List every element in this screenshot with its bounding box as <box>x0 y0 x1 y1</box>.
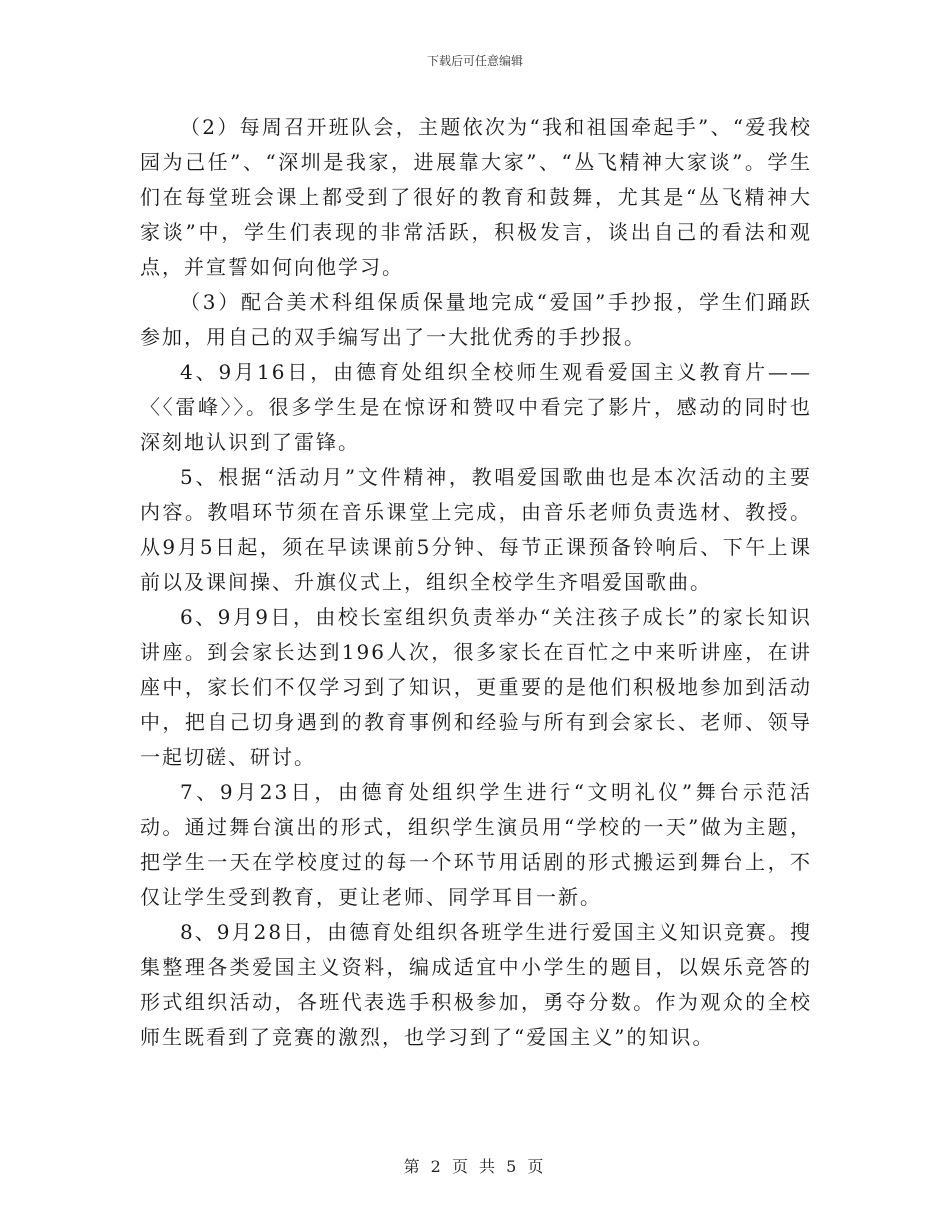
paragraph-patriotic-songs: 5、根据“活动月”文件精神，教唱爱国歌曲也是本次活动的主要内容。教唱环节须在音乐课堂上完成，由音乐老师负责选材、教授。从9月5日起，须在早读课前5分钟、每节正课预备铃响后、下午上课前以及课间操、升旗仪式上，组织全校学生齐唱爱国歌曲。 <box>140 465 812 594</box>
paragraph-parent-lecture: 6、9月9日，由校长室组织负责举办“关注孩子成长”的家长知识讲座。到会家长达到196人次，很多家长在百忙之中来听讲座，在讲座中，家长们不仅学习到了知识，更重要的是他们积极地参加到活动中，把自己切身遇到的教育事例和经验与所有到会家长、老师、领导一起切磋、研讨。 <box>140 605 812 769</box>
page-number: 第 2 页 共 5 页 <box>403 1157 547 1176</box>
paragraph-etiquette-stage: 7、9月23日，由德育处组织学生进行“文明礼仪”舞台示范活动。通过舞台演出的形式，组织学生演员用“学校的一天”做为主题，把学生一天在学校度过的每一个环节用话剧的形式搬运到舞台上，不仅让学生受到教育，更让老师、同学耳目一新。 <box>140 780 812 909</box>
paragraph-class-meetings: （2）每周召开班队会，主题依次为“我和祖国牵起手”、“爱我校园为己任”、“深圳是我家，进展靠大家”、“丛飞精神大家谈”。学生们在每堂班会课上都受到了很好的教育和鼓舞，尤其是“丛飞精神大家谈”中，学生们表现的非常活跃，积极发言，谈出自己的看法和观点，并宣誓如何向他学习。 <box>140 115 812 279</box>
paragraph-film-viewing: 4、9月16日，由德育处组织全校师生观看爱国主义教育片——〈〈雷峰〉〉。很多学生是在惊讶和赞叹中看完了影片，感动的同时也深刻地认识到了雷锋。 <box>140 360 812 454</box>
paragraph-knowledge-contest: 8、9月28日，由德育处组织各班学生进行爱国主义知识竞赛。搜集整理各类爱国主义资料，编成适宜中小学生的题目，以娱乐竞答的形式组织活动，各班代表选手积极参加，勇夺分数。作为观众的全校师生既看到了竞赛的激烈，也学习到了“爱国主义”的知识。 <box>140 920 812 1049</box>
page-header-note: 下载后可任意编辑 <box>426 54 523 68</box>
paragraph-handwritten-newspaper: （3）配合美术科组保质保量地完成“爱国”手抄报，学生们踊跃参加，用自己的双手编写出了一大批优秀的手抄报。 <box>140 290 812 349</box>
document-body <box>140 110 812 1055</box>
